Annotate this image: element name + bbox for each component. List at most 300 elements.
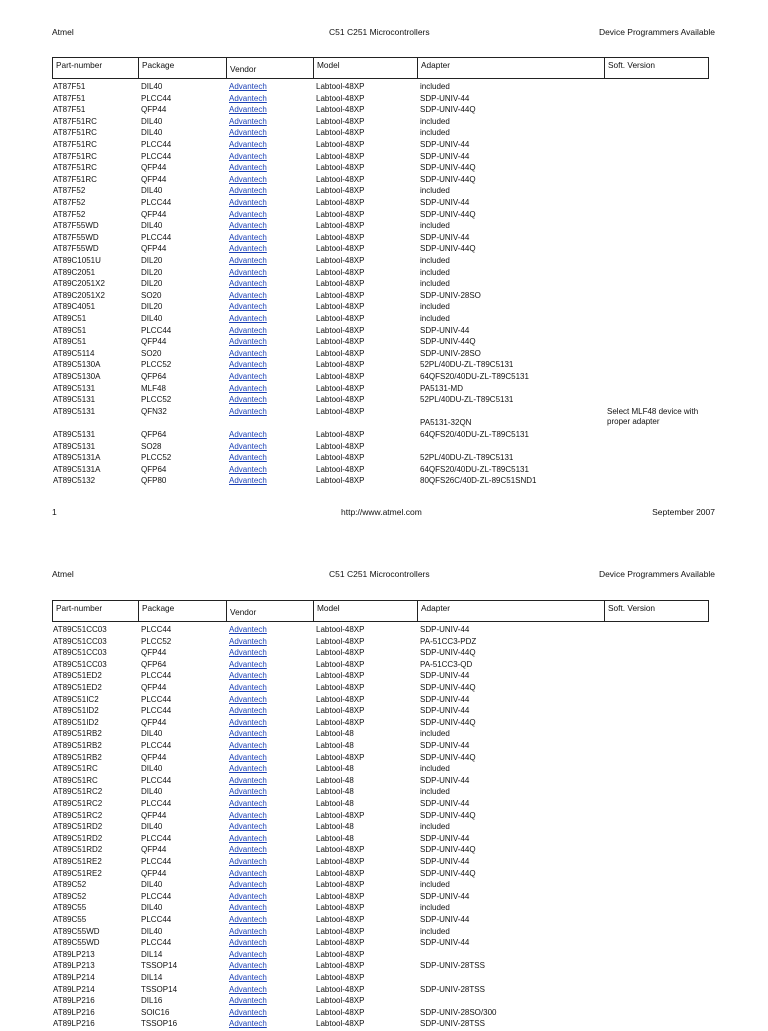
package: PLCC44 [141, 694, 172, 704]
adapter: included [420, 302, 450, 312]
adapter: included [420, 764, 450, 774]
model: Labtool-48XP [316, 717, 365, 727]
part-number: AT89C51CC03 [53, 659, 107, 669]
vendor-link[interactable]: Advantech [229, 636, 267, 646]
part-number: AT89C55WD [53, 926, 100, 936]
vendor-link[interactable]: Advantech [229, 648, 267, 658]
package: DIL40 [141, 903, 163, 913]
model: Labtool-48XP [316, 636, 365, 646]
table-header [52, 600, 709, 622]
vendor-link[interactable]: Advantech [229, 659, 267, 669]
adapter: SDP-UNIV-44Q [420, 648, 476, 658]
col-part-number: Part-number [56, 603, 103, 613]
table-row [0, 729, 768, 741]
part-number: AT87F51RC [53, 116, 97, 126]
table-row [0, 442, 768, 454]
vendor-link[interactable]: Advantech [229, 683, 267, 692]
package: DIL16 [141, 996, 163, 1006]
adapter: SDP-UNIV-44 [420, 891, 470, 901]
vendor-link[interactable]: Advantech [229, 845, 267, 855]
vendor-link[interactable]: Advantech [229, 764, 267, 774]
package: DIL40 [141, 787, 163, 797]
vendor-link[interactable]: Advantech [229, 880, 267, 890]
vendor-link[interactable]: Advantech [229, 973, 267, 982]
model: Labtool-48XP [316, 938, 365, 948]
table-row [0, 973, 768, 985]
table-row [0, 384, 768, 396]
part-number: AT89C51RC2 [53, 787, 103, 797]
package: DIL40 [141, 926, 163, 936]
vendor-link[interactable]: Advantech [229, 926, 267, 936]
footer-url[interactable]: http://www.atmel.com [341, 507, 422, 517]
vendor-link[interactable]: Advantech [229, 949, 267, 959]
table-row [0, 834, 768, 846]
header-company: Atmel [52, 569, 74, 579]
adapter: included [420, 880, 450, 890]
adapter: SDP-UNIV-44 [420, 671, 470, 681]
adapter: PA-51CC3-QD [420, 659, 473, 669]
part-number: AT89C51RD2 [53, 822, 103, 832]
adapter: included [420, 128, 450, 138]
vendor-link[interactable]: Advantech [229, 93, 267, 103]
adapter: SDP-UNIV-44 [420, 938, 470, 948]
adapter: included [420, 116, 450, 126]
model: Labtool-48 [316, 729, 354, 739]
vendor-link[interactable]: Advantech [229, 799, 267, 808]
part-number: AT89C5132 [53, 476, 96, 486]
package: QFN32 [141, 406, 167, 416]
table-row [0, 314, 768, 326]
adapter: SDP-UNIV-44 [420, 775, 470, 785]
vendor-link[interactable]: Advantech [229, 741, 267, 750]
part-number: AT89C5131 [53, 430, 96, 439]
model: Labtool-48XP [316, 383, 365, 393]
vendor-link[interactable]: Advantech [229, 996, 267, 1006]
model: Labtool-48XP [316, 752, 365, 762]
vendor-link[interactable]: Advantech [229, 868, 267, 878]
package: QFP44 [141, 810, 167, 820]
page-header [0, 27, 768, 39]
model: Labtool-48XP [316, 279, 365, 289]
model: Labtool-48XP [316, 186, 365, 196]
table-row [0, 857, 768, 869]
package: QFP44 [141, 174, 167, 184]
vendor-link[interactable]: Advantech [229, 729, 267, 739]
model: Labtool-48XP [316, 348, 365, 358]
vendor-link[interactable]: Advantech [229, 810, 267, 820]
vendor-link[interactable]: Advantech [229, 151, 267, 161]
package: QFP64 [141, 430, 167, 439]
adapter: included [420, 279, 450, 289]
package: QFP44 [141, 209, 167, 219]
table-row [0, 811, 768, 823]
model: Labtool-48XP [316, 949, 365, 959]
package: DIL40 [141, 729, 163, 739]
package: PLCC44 [141, 891, 172, 901]
header-title: C51 C251 Microcontrollers [329, 569, 430, 579]
model: Labtool-48XP [316, 93, 365, 103]
vendor-link[interactable]: Advantech [229, 244, 267, 254]
adapter: SDP-UNIV-28TSS [420, 1019, 485, 1029]
vendor-link[interactable]: Advantech [229, 857, 267, 866]
part-number: AT89C51RB2 [53, 729, 102, 739]
vendor-link[interactable]: Advantech [229, 1007, 267, 1017]
model: Labtool-48XP [316, 1007, 365, 1017]
model: Labtool-48XP [316, 671, 365, 681]
table-row [0, 128, 768, 140]
table-row [0, 140, 768, 152]
package: PLCC44 [141, 857, 172, 866]
vendor-link[interactable]: Advantech [229, 464, 267, 474]
model: Labtool-48XP [316, 926, 365, 936]
table-row [0, 186, 768, 198]
vendor-link[interactable]: Advantech [229, 325, 267, 335]
vendor-link[interactable]: Advantech [229, 232, 267, 242]
table-row [0, 961, 768, 973]
part-number: AT89LP213 [53, 949, 95, 959]
vendor-link[interactable]: Advantech [229, 279, 267, 289]
table-row [0, 279, 768, 291]
adapter: SDP-UNIV-44Q [420, 174, 476, 184]
package: QFP44 [141, 648, 167, 658]
vendor-link[interactable]: Advantech [229, 775, 267, 785]
adapter: included [420, 926, 450, 936]
adapter: SDP-UNIV-44Q [420, 810, 476, 820]
vendor-link[interactable]: Advantech [229, 372, 267, 381]
vendor-link[interactable]: Advantech [229, 174, 267, 184]
package: PLCC44 [141, 198, 172, 207]
vendor-link[interactable]: Advantech [229, 221, 267, 231]
package: QFP44 [141, 244, 167, 254]
vendor-link[interactable]: Advantech [229, 198, 267, 207]
model: Labtool-48XP [316, 116, 365, 126]
adapter: SDP-UNIV-44 [420, 915, 470, 924]
package: PLCC52 [141, 360, 172, 370]
adapter: SDP-UNIV-28TSS [420, 961, 485, 971]
table-row [0, 291, 768, 303]
adapter: included [420, 903, 450, 913]
adapter: SDP-UNIV-44 [420, 694, 470, 704]
vendor-link[interactable]: Advantech [229, 116, 267, 126]
vendor-link[interactable]: Advantech [229, 302, 267, 312]
table-row [0, 256, 768, 268]
adapter: included [420, 729, 450, 739]
adapter: 52PL/40DU-ZL-T89C5131 [420, 395, 514, 405]
table-row [0, 741, 768, 753]
table-row [0, 683, 768, 695]
adapter: SDP-UNIV-28SO/300 [420, 1007, 497, 1017]
part-number: AT87F55WD [53, 244, 99, 254]
vendor-link[interactable]: Advantech [229, 256, 267, 265]
package: DIL14 [141, 973, 163, 982]
vendor-link[interactable]: Advantech [229, 938, 267, 948]
adapter: 80QFS26C/40D-ZL-89C51SND1 [420, 476, 537, 486]
col-model: Model [313, 58, 418, 78]
vendor-link[interactable]: Advantech [229, 395, 267, 405]
table-row [0, 175, 768, 187]
vendor-link[interactable]: Advantech [229, 406, 267, 416]
vendor-link[interactable]: Advantech [229, 891, 267, 901]
vendor-link[interactable]: Advantech [229, 82, 267, 91]
col-soft-version: Soft. Version [604, 58, 709, 78]
adapter: SDP-UNIV-44 [420, 198, 470, 207]
model: Labtool-48XP [316, 683, 365, 692]
model: Labtool-48XP [316, 659, 365, 669]
part-number: AT89C51ID2 [53, 717, 99, 727]
vendor-link[interactable]: Advantech [229, 787, 267, 797]
vendor-link[interactable]: Advantech [229, 453, 267, 463]
adapter: SDP-UNIV-44Q [420, 105, 476, 115]
part-number: AT87F51RC [53, 128, 97, 138]
table-row [0, 337, 768, 349]
adapter: included [420, 221, 450, 231]
model: Labtool-48XP [316, 82, 365, 91]
package: DIL40 [141, 314, 163, 323]
package: DIL40 [141, 128, 163, 138]
part-number: AT89C52 [53, 891, 87, 901]
model: Labtool-48XP [316, 810, 365, 820]
adapter: SDP-UNIV-44Q [420, 868, 476, 878]
adapter: SDP-UNIV-44 [420, 625, 470, 634]
model: Labtool-48XP [316, 406, 365, 416]
package: DIL40 [141, 822, 163, 832]
package: QFP80 [141, 476, 167, 486]
model: Labtool-48XP [316, 648, 365, 658]
table-row [0, 105, 768, 117]
model: Labtool-48XP [316, 244, 365, 254]
table-row [0, 302, 768, 314]
package: DIL20 [141, 267, 163, 277]
part-number: AT89C5131A [53, 464, 101, 474]
model: Labtool-48XP [316, 290, 365, 300]
model: Labtool-48XP [316, 360, 365, 370]
package: DIL14 [141, 949, 163, 959]
table-row [0, 244, 768, 256]
table-row [0, 776, 768, 788]
vendor-link[interactable]: Advantech [229, 140, 267, 149]
table-row [0, 465, 768, 477]
page-2 [0, 540, 768, 1029]
table-row [0, 1008, 768, 1020]
model: Labtool-48XP [316, 221, 365, 231]
vendor-link[interactable]: Advantech [229, 625, 267, 634]
model: Labtool-48XP [316, 314, 365, 323]
vendor-link[interactable]: Advantech [229, 694, 267, 704]
vendor-link[interactable]: Advantech [229, 383, 267, 393]
package: QFP44 [141, 868, 167, 878]
package: DIL20 [141, 256, 163, 265]
model: Labtool-48XP [316, 453, 365, 463]
package: PLCC52 [141, 453, 172, 463]
vendor-link[interactable]: Advantech [229, 186, 267, 196]
adapter: SDP-UNIV-44Q [420, 845, 476, 855]
package: QFP44 [141, 845, 167, 855]
vendor-link[interactable]: Advantech [229, 1019, 267, 1029]
model: Labtool-48XP [316, 209, 365, 219]
model: Labtool-48XP [316, 891, 365, 901]
table-row [0, 94, 768, 106]
model: Labtool-48XP [316, 163, 365, 173]
model: Labtool-48XP [316, 430, 365, 439]
part-number: AT89C51RE2 [53, 857, 102, 866]
part-number: AT89LP214 [53, 984, 95, 994]
part-number: AT89LP216 [53, 1019, 95, 1029]
part-number: AT89C51RC2 [53, 810, 103, 820]
vendor-link[interactable]: Advantech [229, 752, 267, 762]
table-header [52, 57, 709, 79]
table-row [0, 395, 768, 407]
footer-date: September 2007 [652, 507, 715, 517]
model: Labtool-48XP [316, 694, 365, 704]
adapter: SDP-UNIV-44 [420, 93, 470, 103]
model: Labtool-48XP [316, 128, 365, 138]
part-number: AT87F51 [53, 82, 86, 91]
vendor-link[interactable]: Advantech [229, 128, 267, 138]
part-number: AT89C51CC03 [53, 648, 107, 658]
part-number: AT89LP213 [53, 961, 95, 971]
part-number: AT87F52 [53, 186, 86, 196]
vendor-link[interactable]: Advantech [229, 267, 267, 277]
vendor-link[interactable]: Advantech [229, 706, 267, 716]
adapter: SDP-UNIV-44Q [420, 209, 476, 219]
package: PLCC44 [141, 938, 172, 948]
table-row [0, 163, 768, 175]
vendor-link[interactable]: Advantech [229, 833, 267, 843]
part-number: AT89C5130A [53, 360, 101, 370]
vendor-link[interactable]: Advantech [229, 961, 267, 971]
part-number: AT89C5131A [53, 453, 101, 463]
table-row [0, 430, 768, 442]
part-number: AT89LP214 [53, 973, 95, 982]
package: PLCC44 [141, 799, 172, 808]
adapter: SDP-UNIV-44Q [420, 163, 476, 173]
page-header [0, 569, 768, 581]
adapter: SDP-UNIV-44 [420, 140, 470, 149]
part-number: AT89C51 [53, 337, 87, 347]
header-subtitle: Device Programmers Available [598, 569, 715, 579]
col-model: Model [313, 601, 418, 621]
model: Labtool-48 [316, 799, 354, 808]
package: PLCC44 [141, 741, 172, 750]
part-number: AT89C5131 [53, 406, 96, 416]
table-row [0, 625, 768, 637]
table-row [0, 671, 768, 683]
model: Labtool-48XP [316, 984, 365, 994]
package: DIL40 [141, 764, 163, 774]
vendor-link[interactable]: Advantech [229, 337, 267, 347]
adapter: SDP-UNIV-44 [420, 151, 470, 161]
vendor-link[interactable]: Advantech [229, 903, 267, 913]
table-row [0, 198, 768, 210]
vendor-link[interactable]: Advantech [229, 717, 267, 727]
package: DIL40 [141, 880, 163, 890]
package: DIL40 [141, 221, 163, 231]
adapter: PA5131-32QN [420, 418, 472, 428]
vendor-link[interactable]: Advantech [229, 476, 267, 486]
table-row [0, 892, 768, 904]
table-row [0, 660, 768, 672]
package: PLCC44 [141, 706, 172, 716]
package: MLF48 [141, 383, 166, 393]
part-number: AT89C51IC2 [53, 694, 99, 704]
package: PLCC44 [141, 775, 172, 785]
package: QFP44 [141, 337, 167, 347]
part-number: AT89C51 [53, 314, 87, 323]
part-number: AT89C51RC [53, 764, 98, 774]
part-number: AT89C51CC03 [53, 636, 107, 646]
adapter: SDP-UNIV-44 [420, 799, 470, 808]
table-row [0, 349, 768, 361]
package: DIL20 [141, 302, 163, 312]
vendor-link[interactable]: Advantech [229, 430, 267, 439]
package: TSSOP16 [141, 1019, 178, 1029]
table-row [0, 152, 768, 164]
vendor-link[interactable]: Advantech [229, 314, 267, 323]
vendor-link[interactable]: Advantech [229, 348, 267, 358]
vendor-link[interactable]: Advantech [229, 209, 267, 219]
part-number: AT87F51RC [53, 140, 97, 149]
model: Labtool-48 [316, 822, 354, 832]
table-row [0, 822, 768, 834]
part-number: AT89C51RE2 [53, 868, 102, 878]
adapter: included [420, 314, 450, 323]
part-number: AT89C51ED2 [53, 683, 102, 692]
part-number: AT89C2051X2 [53, 279, 105, 289]
vendor-link[interactable]: Advantech [229, 163, 267, 173]
table-row [0, 880, 768, 892]
adapter: SDP-UNIV-28SO [420, 290, 481, 300]
vendor-link[interactable]: Advantech [229, 984, 267, 994]
table-row [0, 938, 768, 950]
page-number: 1 [52, 507, 57, 517]
adapter: SDP-UNIV-44Q [420, 337, 476, 347]
part-number: AT89C51ED2 [53, 671, 102, 681]
package: PLCC44 [141, 232, 172, 242]
model: Labtool-48XP [316, 372, 365, 381]
vendor-link[interactable]: Advantech [229, 290, 267, 300]
vendor-link[interactable]: Advantech [229, 105, 267, 115]
package: PLCC44 [141, 325, 172, 335]
vendor-link[interactable]: Advantech [229, 822, 267, 832]
part-number: AT87F51 [53, 93, 86, 103]
model: Labtool-48XP [316, 267, 365, 277]
part-number: AT89C51RB2 [53, 752, 102, 762]
part-number: AT89C55 [53, 903, 87, 913]
model: Labtool-48 [316, 787, 354, 797]
table-row [0, 706, 768, 718]
table-row [0, 210, 768, 222]
package: PLCC44 [141, 93, 172, 103]
vendor-link[interactable]: Advantech [229, 915, 267, 924]
part-number: AT89C51RC [53, 775, 98, 785]
vendor-link[interactable]: Advantech [229, 671, 267, 681]
table-row [0, 695, 768, 707]
package: TSSOP14 [141, 984, 178, 994]
vendor-link[interactable]: Advantech [229, 441, 267, 451]
table-row [0, 996, 768, 1008]
model: Labtool-48 [316, 775, 354, 785]
vendor-link[interactable]: Advantech [229, 360, 267, 370]
model: Labtool-48XP [316, 625, 365, 634]
adapter: included [420, 267, 450, 277]
package: PLCC44 [141, 671, 172, 681]
table-row [0, 221, 768, 233]
package: QFP64 [141, 659, 167, 669]
adapter: 52PL/40DU-ZL-T89C5131 [420, 360, 514, 370]
package: QFP44 [141, 163, 167, 173]
package: PLCC52 [141, 395, 172, 405]
model: Labtool-48 [316, 741, 354, 750]
